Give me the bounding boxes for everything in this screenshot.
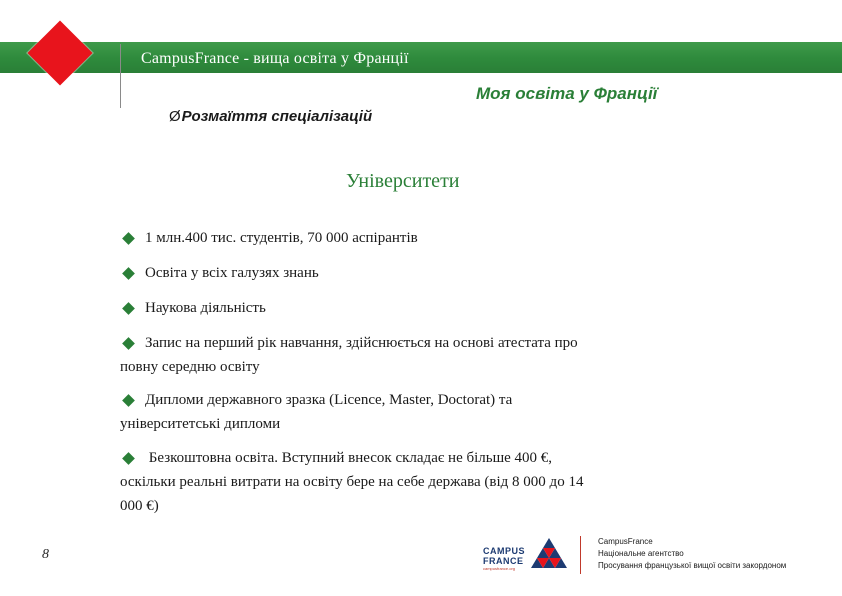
diamond-bullet-icon: [122, 267, 135, 280]
bullet-text-continued: повну середню освіту: [120, 359, 260, 375]
bullet-text: 1 млн.400 тис. студентів, 70 000 аспірантів: [145, 230, 418, 246]
list-item: [120, 226, 418, 250]
footer-divider: [580, 536, 581, 574]
footer-info-line: Просування французької вищої освіти закордоном: [598, 561, 787, 570]
list-item: [120, 388, 512, 436]
slide-subtitle: Моя освіта у Франції: [476, 84, 658, 103]
list-item: [120, 331, 578, 379]
logo-website: campusfrance.org: [483, 566, 516, 571]
bullet-text: Наукова діяльність: [145, 300, 266, 316]
logo-text-campus: CAMPUS: [483, 546, 526, 556]
header-divider: [120, 44, 121, 108]
list-item: [120, 446, 583, 518]
diamond-bullet-icon: [122, 337, 135, 350]
bullet-text: Дипломи державного зразка (Licence, Master, Doctorat) та: [145, 392, 513, 408]
diamond-bullet-icon: [122, 394, 135, 407]
list-item: [120, 296, 266, 320]
logo-diamond-icon: [27, 20, 92, 85]
bullet-text-continued: 000 €): [120, 498, 159, 514]
bullet-text: Запис на перший рік навчання, здійснюється на основі атестата про: [145, 335, 578, 351]
list-item: [120, 261, 319, 285]
header-band: [0, 42, 842, 73]
heading-text: Розмаїття спеціалізацій: [181, 108, 373, 125]
section-title: Університети: [346, 170, 460, 192]
footer-info: [598, 536, 786, 572]
footer-info-line: CampusFrance: [598, 537, 653, 546]
bullet-text: Освіта у всіх галузях знань: [145, 265, 319, 281]
arrow-bullet-icon: Ø: [169, 108, 181, 125]
bullet-text-continued: оскільки реальні витрати на освіту бере на себе держава (від 8 000 до 14: [120, 474, 584, 490]
bullet-text-continued: університетські дипломи: [120, 416, 281, 432]
slide-heading: [169, 108, 372, 125]
diamond-bullet-icon: [122, 452, 135, 465]
header-title: CampusFrance - вища освіта у Франції: [141, 50, 409, 67]
logo-text-france: FRANCE: [483, 556, 524, 566]
bullet-text: Безкоштовна освіта. Вступний внесок складає не більше 400 €,: [145, 450, 553, 466]
diamond-bullet-icon: [122, 232, 135, 245]
page-number: 8: [42, 547, 49, 562]
diamond-bullet-icon: [122, 302, 135, 315]
footer-info-line: Національне агентство: [598, 549, 684, 558]
